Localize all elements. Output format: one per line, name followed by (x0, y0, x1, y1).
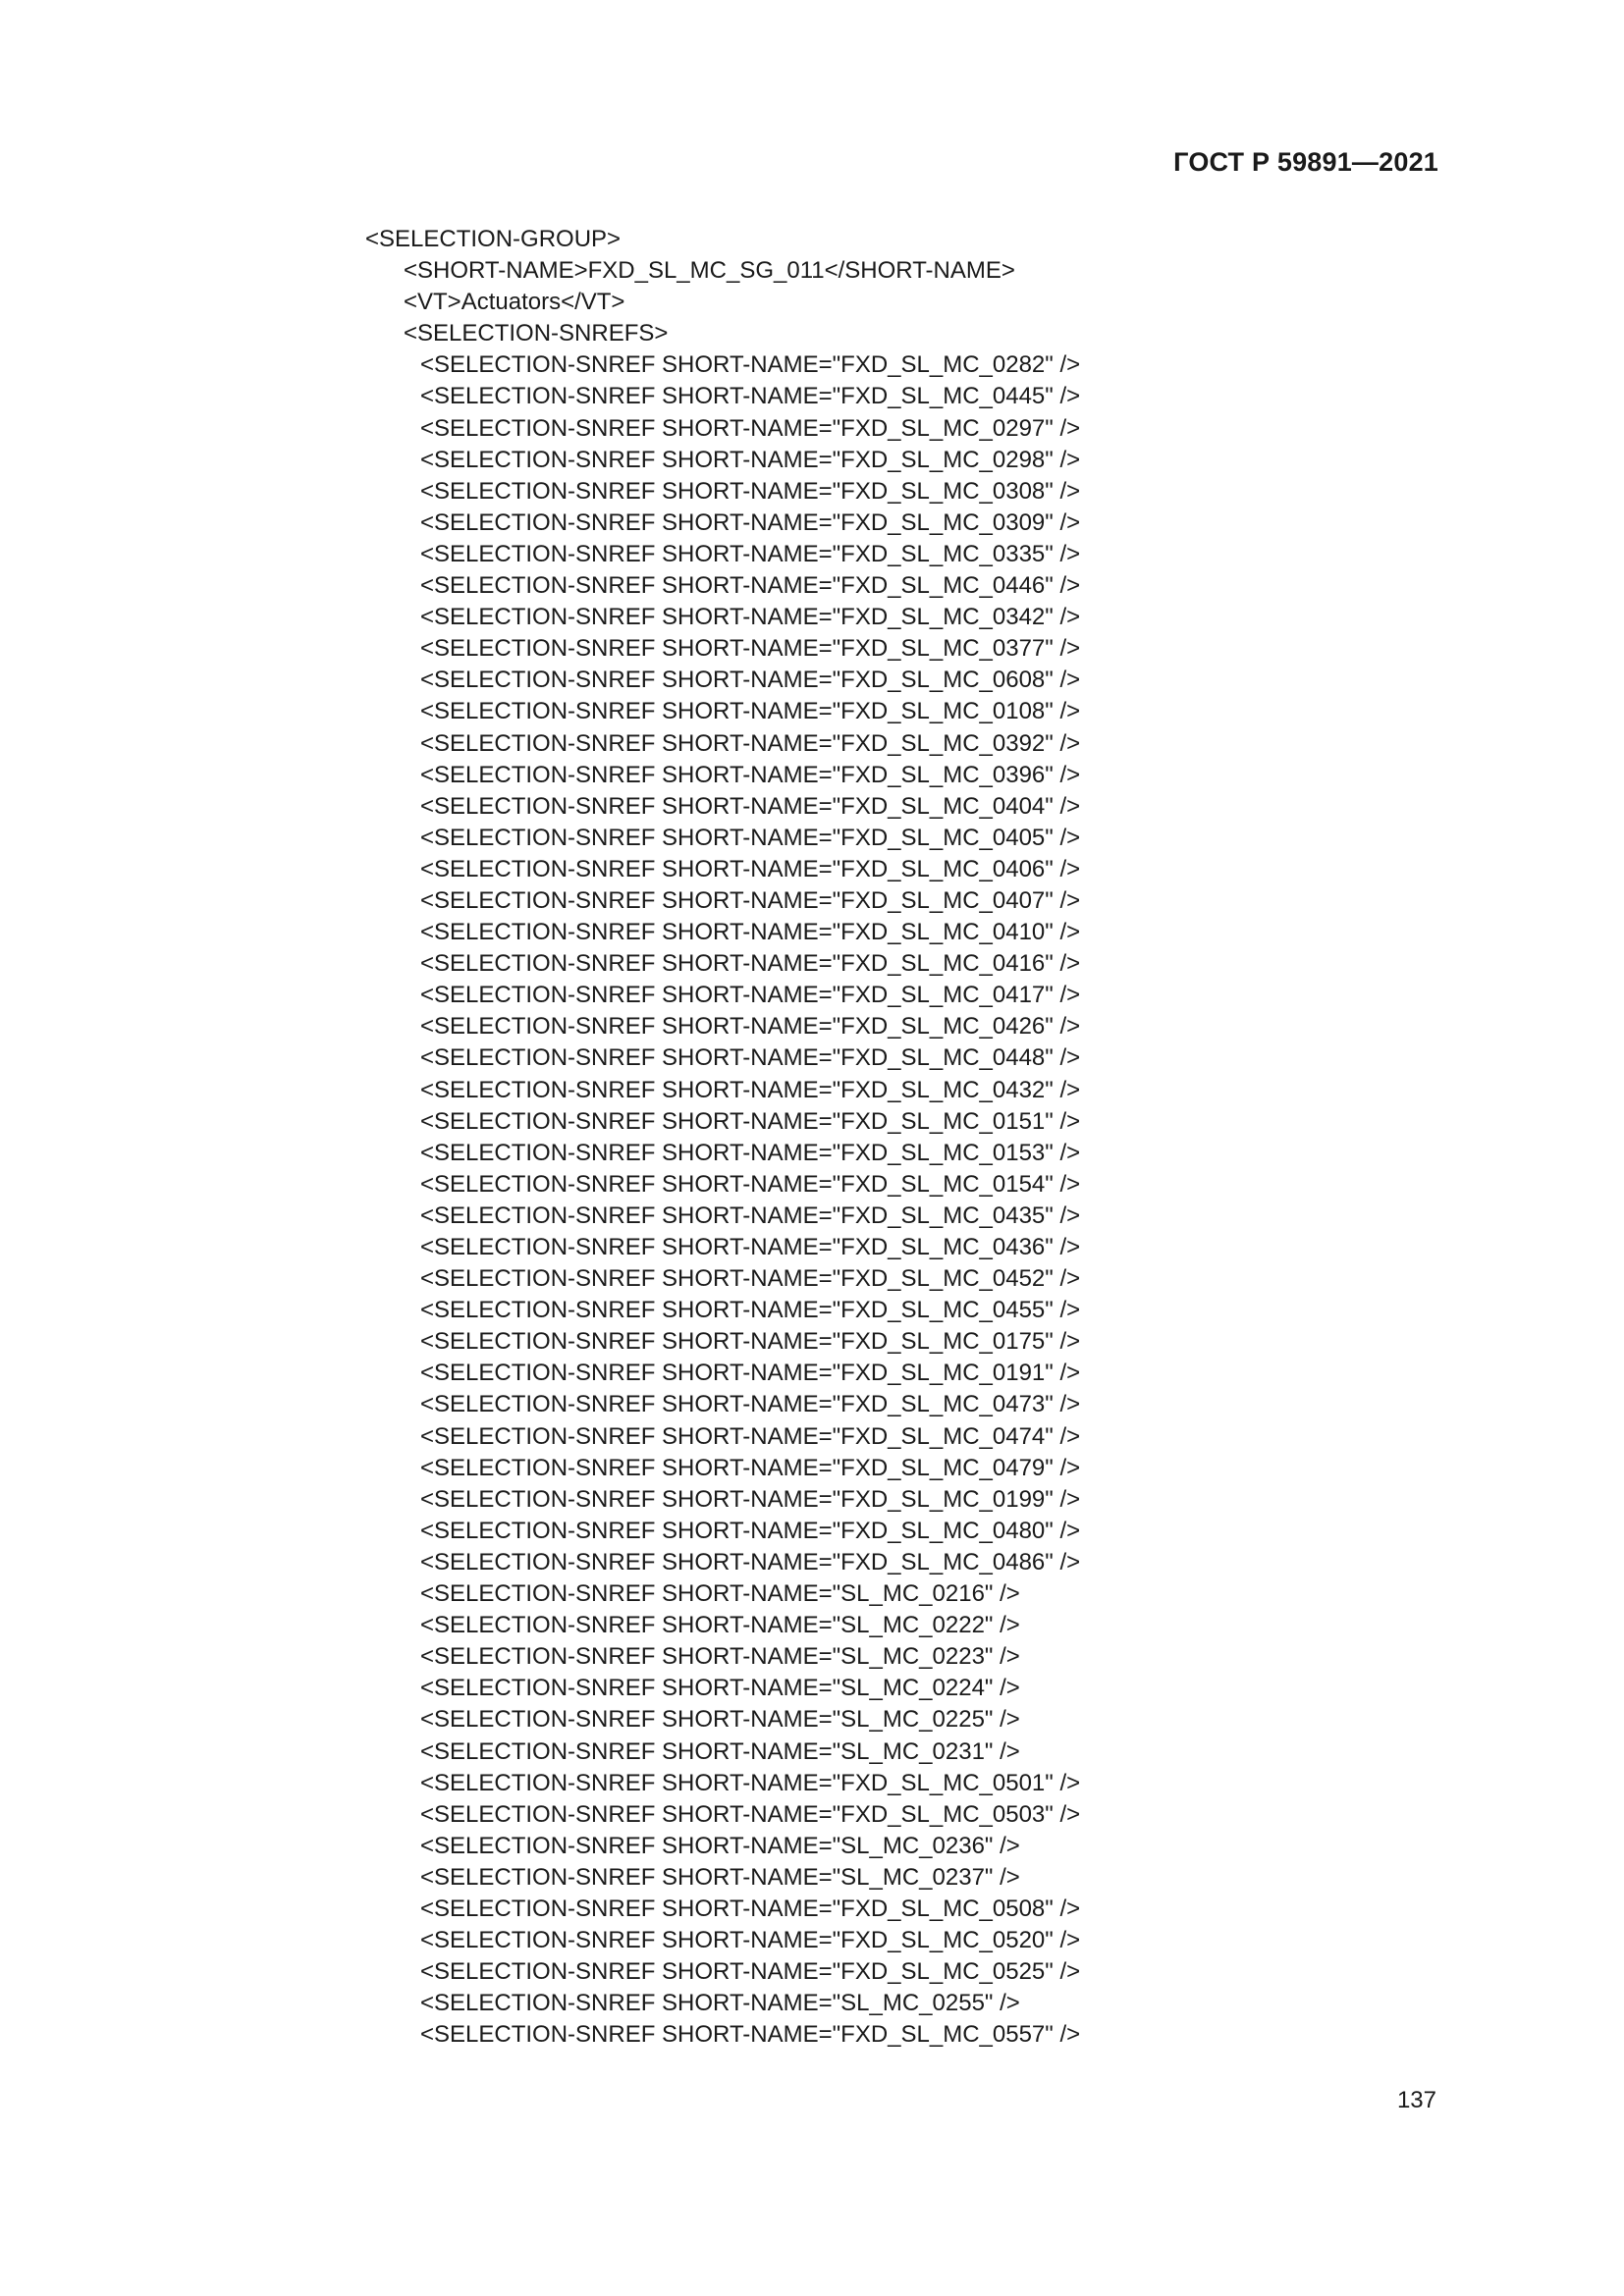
code-line-selection-snref: <SELECTION-SNREF SHORT-NAME="FXD_SL_MC_0608" /> (420, 667, 1081, 694)
code-line-selection-snref: <SELECTION-SNREF SHORT-NAME="FXD_SL_MC_0410" /> (420, 919, 1081, 946)
code-line-selection-snref: <SELECTION-SNREF SHORT-NAME="FXD_SL_MC_0452" /> (420, 1265, 1081, 1293)
code-line-selection-snref: <SELECTION-SNREF SHORT-NAME="SL_MC_0236" /> (420, 1832, 1020, 1859)
code-line-short-name: <SHORT-NAME>FXD_SL_MC_SG_011</SHORT-NAME> (404, 257, 1015, 285)
code-line-selection-snref: <SELECTION-SNREF SHORT-NAME="FXD_SL_MC_0486" /> (420, 1548, 1081, 1575)
code-line-selection-snref: <SELECTION-SNREF SHORT-NAME="FXD_SL_MC_0416" /> (420, 950, 1081, 978)
code-line-selection-snref: <SELECTION-SNREF SHORT-NAME="FXD_SL_MC_0525" /> (420, 1958, 1081, 1986)
code-line-selection-snref: <SELECTION-SNREF SHORT-NAME="FXD_SL_MC_0503" /> (420, 1800, 1081, 1828)
code-line-selection-snref: <SELECTION-SNREF SHORT-NAME="FXD_SL_MC_0557" /> (420, 2021, 1081, 2049)
selection-snref-list (365, 349, 1080, 2051)
code-line-selection-snref: <SELECTION-SNREF SHORT-NAME="FXD_SL_MC_0446" /> (420, 572, 1081, 600)
code-line-selection-snref: <SELECTION-SNREF SHORT-NAME="FXD_SL_MC_0154" /> (420, 1170, 1081, 1198)
code-line-selection-snref: <SELECTION-SNREF SHORT-NAME="FXD_SL_MC_0479" /> (420, 1454, 1081, 1481)
code-line-selection-snref: <SELECTION-SNREF SHORT-NAME="FXD_SL_MC_0417" /> (420, 982, 1081, 1009)
code-line-selection-snref: <SELECTION-SNREF SHORT-NAME="FXD_SL_MC_0191" /> (420, 1360, 1081, 1387)
code-line-selection-snref: <SELECTION-SNREF SHORT-NAME="FXD_SL_MC_0436" /> (420, 1234, 1081, 1260)
page-number: 137 (1396, 2087, 1436, 2113)
code-line-selection-group-open: <SELECTION-GROUP> (365, 226, 622, 252)
code-line-selection-snref: <SELECTION-SNREF SHORT-NAME="SL_MC_0237" /> (420, 1863, 1020, 1891)
code-line-vt: <VT>Actuators</VT> (404, 289, 625, 316)
code-line-selection-snref: <SELECTION-SNREF SHORT-NAME="FXD_SL_MC_0199" /> (420, 1485, 1081, 1513)
code-line-selection-snref: <SELECTION-SNREF SHORT-NAME="FXD_SL_MC_0308" /> (420, 477, 1081, 505)
code-line-selection-snref: <SELECTION-SNREF SHORT-NAME="FXD_SL_MC_0282" /> (420, 351, 1081, 379)
code-line-selection-snref: <SELECTION-SNREF SHORT-NAME="FXD_SL_MC_0309" /> (420, 508, 1081, 536)
code-line-selection-snref: <SELECTION-SNREF SHORT-NAME="FXD_SL_MC_0298" /> (420, 446, 1081, 473)
code-line-selection-snref: <SELECTION-SNREF SHORT-NAME="FXD_SL_MC_0455" /> (420, 1297, 1081, 1324)
code-line-selection-snref: <SELECTION-SNREF SHORT-NAME="SL_MC_0231" /> (420, 1737, 1020, 1765)
code-line-selection-snref: <SELECTION-SNREF SHORT-NAME="FXD_SL_MC_0435" /> (420, 1201, 1081, 1229)
code-line-selection-snref: <SELECTION-SNREF SHORT-NAME="FXD_SL_MC_0474" /> (420, 1422, 1081, 1450)
code-line-selection-snref: <SELECTION-SNREF SHORT-NAME="SL_MC_0222" /> (420, 1612, 1020, 1639)
code-line-selection-snref: <SELECTION-SNREF SHORT-NAME="FXD_SL_MC_0175" /> (420, 1328, 1081, 1356)
code-line-selection-snref: <SELECTION-SNREF SHORT-NAME="FXD_SL_MC_0404" /> (420, 792, 1081, 820)
xml-code-block (365, 224, 1080, 2051)
code-line-selection-snref: <SELECTION-SNREF SHORT-NAME="FXD_SL_MC_0426" /> (420, 1013, 1081, 1041)
code-line-selection-snref: <SELECTION-SNREF SHORT-NAME="FXD_SL_MC_0508" /> (420, 1895, 1081, 1922)
code-line-selection-snref: <SELECTION-SNREF SHORT-NAME="FXD_SL_MC_0297" /> (420, 414, 1081, 442)
code-line-selection-snref: <SELECTION-SNREF SHORT-NAME="FXD_SL_MC_0473" /> (420, 1391, 1081, 1418)
code-line-selection-snref: <SELECTION-SNREF SHORT-NAME="SL_MC_0255" /> (420, 1990, 1020, 2017)
code-line-selection-snref: <SELECTION-SNREF SHORT-NAME="FXD_SL_MC_0396" /> (420, 761, 1081, 788)
code-line-selection-snref: <SELECTION-SNREF SHORT-NAME="FXD_SL_MC_0342" /> (420, 604, 1081, 631)
page-header: ГОСТ Р 59891—2021 (1173, 147, 1438, 177)
code-line-selection-snref: <SELECTION-SNREF SHORT-NAME="SL_MC_0216" /> (420, 1580, 1020, 1608)
code-line-selection-snref: <SELECTION-SNREF SHORT-NAME="FXD_SL_MC_0407" /> (420, 886, 1081, 914)
code-line-selection-snref: <SELECTION-SNREF SHORT-NAME="SL_MC_0223" /> (420, 1643, 1020, 1671)
code-line-selection-snref: <SELECTION-SNREF SHORT-NAME="FXD_SL_MC_0335" /> (420, 540, 1081, 567)
code-line-selection-snref: <SELECTION-SNREF SHORT-NAME="FXD_SL_MC_0377" /> (420, 635, 1081, 663)
code-line-selection-snref: <SELECTION-SNREF SHORT-NAME="FXD_SL_MC_0501" /> (420, 1769, 1081, 1796)
code-line-selection-snref: <SELECTION-SNREF SHORT-NAME="FXD_SL_MC_0108" /> (420, 698, 1081, 725)
code-line-selection-snref: <SELECTION-SNREF SHORT-NAME="FXD_SL_MC_0151" /> (420, 1107, 1081, 1135)
code-line-selection-snrefs-open: <SELECTION-SNREFS> (404, 320, 669, 347)
code-line-selection-snref: <SELECTION-SNREF SHORT-NAME="FXD_SL_MC_0153" /> (420, 1139, 1081, 1166)
code-line-selection-snref: <SELECTION-SNREF SHORT-NAME="SL_MC_0224" /> (420, 1675, 1020, 1702)
code-line-selection-snref: <SELECTION-SNREF SHORT-NAME="FXD_SL_MC_0445" /> (420, 383, 1081, 410)
code-line-selection-snref: <SELECTION-SNREF SHORT-NAME="FXD_SL_MC_0405" /> (420, 824, 1081, 851)
code-line-selection-snref: <SELECTION-SNREF SHORT-NAME="FXD_SL_MC_0432" /> (420, 1076, 1081, 1103)
code-line-selection-snref: <SELECTION-SNREF SHORT-NAME="FXD_SL_MC_0520" /> (420, 1927, 1081, 1954)
code-line-selection-snref: <SELECTION-SNREF SHORT-NAME="FXD_SL_MC_0480" /> (420, 1517, 1081, 1544)
code-line-selection-snref: <SELECTION-SNREF SHORT-NAME="FXD_SL_MC_0448" /> (420, 1044, 1081, 1072)
code-line-selection-snref: <SELECTION-SNREF SHORT-NAME="SL_MC_0225" /> (420, 1706, 1020, 1734)
code-line-selection-snref: <SELECTION-SNREF SHORT-NAME="FXD_SL_MC_0406" /> (420, 855, 1081, 882)
code-line-selection-snref: <SELECTION-SNREF SHORT-NAME="FXD_SL_MC_0392" /> (420, 729, 1081, 757)
